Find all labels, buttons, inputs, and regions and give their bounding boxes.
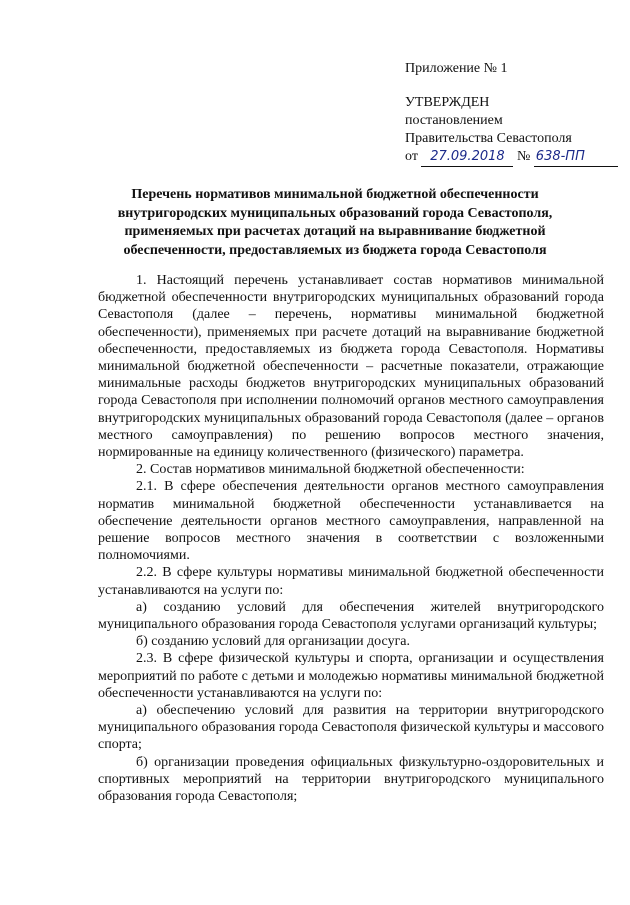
paragraph: а) обеспечению условий для развития на территории внутригородского муниципального образования города Севастополя физической культуры и массового спорта;	[98, 703, 604, 753]
document-body	[98, 272, 604, 805]
authority-label: Правительства Севастополя	[405, 131, 572, 146]
appendix-label: Приложение № 1	[405, 61, 508, 76]
approval-number: 638-ПП	[534, 148, 618, 167]
document-title: Перечень нормативов минимальной бюджетной обеспеченности внутригородских муниципальных образований города Севастополя, применяемых при расчетах дотаций на выравнивание бюджетной обеспеченности, предоставляемых из бюджета города Севастополя	[117, 187, 553, 258]
paragraph: 1. Настоящий перечень устанавливает состав нормативов минимальной бюджетной обеспеченности внутригородских муниципальных образований города Севастополя (далее – перечень, нормативы минимальной бюджетной обеспеченности), применяемых при расчете дотаций на выравнивание бюджетной обеспеченности, предоставляемых из бюджета города Севастополя. Нормативы минимальной бюджетной обеспеченности – расчетные показатели, отражающие минимальные расходы бюджетов внутригородских муниципальных образований города Севастополя при исполнении полномочий органов местного самоуправления внутригородских муниципальных образований города Севастополя (далее – органов местного самоуправления) по решению вопросов местного значения, нормированные на единицу количественного (физического) параметра.	[98, 273, 604, 461]
approved-by-label: постановлением	[405, 113, 503, 128]
approved-label: УТВЕРЖДЕН	[405, 95, 490, 110]
approval-date: 27.09.2018	[421, 148, 513, 167]
approval-date-line	[405, 148, 620, 167]
paragraph: 2.2. В сфере культуры нормативы минимальной бюджетной обеспеченности устанавливаются на услуги по:	[98, 565, 604, 598]
paragraph: 2. Состав нормативов минимальной бюджетной обеспеченности:	[136, 462, 525, 478]
paragraph: 2.1. В сфере обеспечения деятельности органов местного самоуправления норматив минимальной бюджетной обеспеченности устанавливается на обеспечение деятельности органов местного самоуправления, направленной на решение вопросов местного значения в соответствии с возложенными полномочиями.	[98, 479, 604, 564]
from-label: от	[405, 149, 418, 164]
approval-block	[405, 60, 620, 167]
paragraph: б) организации проведения официальных физкультурно-оздоровительных и спортивных мероприятий на территории внутригородского муниципального образования города Севастополя;	[98, 754, 604, 805]
number-label: №	[516, 149, 531, 164]
paragraph: а) созданию условий для обеспечения жителей внутригородского муниципального образования города Севастополя услугами организаций культуры;	[98, 599, 604, 633]
paragraph: б) созданию условий для организации досуга.	[136, 634, 411, 650]
paragraph: 2.3. В сфере физической культуры и спорта, организации и осуществления мероприятий по работе с детьми и молодежью нормативы минимальной бюджетной обеспеченности устанавливаются на услуги по:	[98, 651, 604, 701]
